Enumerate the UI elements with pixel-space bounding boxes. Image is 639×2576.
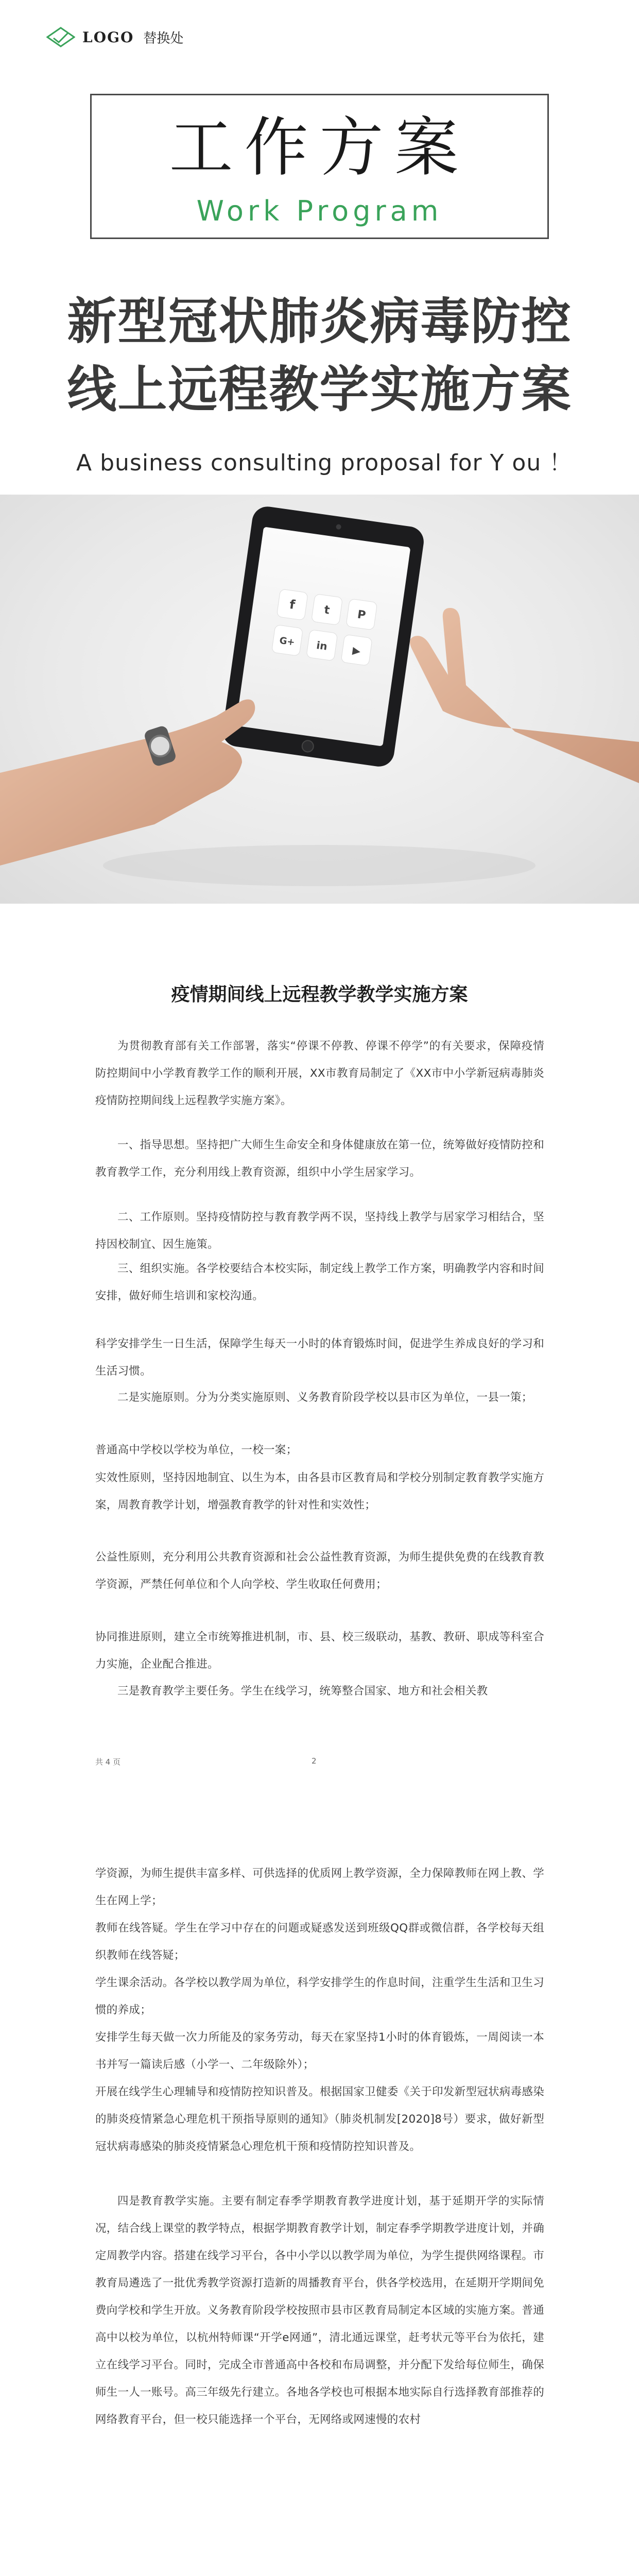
cover-page (0, 0, 639, 904)
twitter-icon: t (323, 603, 331, 617)
headline-line-1: 新型冠状肺炎病毒防控 (67, 293, 572, 350)
paragraph: 安排学生每天做一次力所能及的家务劳动，每天在家坚持1小时的体育锻炼，一周阅读一本书并写一篇读后感（小学一、二年级除外）； (95, 2030, 544, 2071)
paragraph: 四是教育教学实施。主要有制定春季学期教育教学进度计划，基于延期开学的实际情况，结合线上课堂的教学特点，根据学期教育教学计划，制定春季学期教学进度计划，并确定周教学内容。搭建在线学习平台，各中小学以以教学周为单位，为学生提供网络课程。市教育局遴选了一批优秀教学资源打造新的周播教育平台，供各学校选用，在延期开学期间免费向学校和学生开放。义务教育阶段学校按照市县市区教育局制定本区域的实施方案。普通高中以校为单位，以杭州特师课“开学e网通”，清北通远课堂，赶考状元等平台为依托，建立在线学习平台。同时，完成全市普通高中各校和布局调整，并分配下发给每位师生，确保师生一人一账号。高三年级先行建立。各地各学校也可根据本地实际自行选择教育部推荐的网络教育平台，但一校只能选择一个平台，无网络或网速慢的农村 (95, 2194, 545, 2426)
paragraph: 学资源，为师生提供丰富多样、可供选择的优质网上教学资源，全力保障教师在网上教、学生在网上学； (95, 1867, 545, 1907)
paragraph: 公益性原则，充分利用公共教育资源和社会公益性教育资源，为师生提供免费的在线教育教学资源，严禁任何单位和个人向学校、学生收取任何费用； (95, 1550, 545, 1591)
tablet-illustration (0, 495, 639, 904)
youtube-icon: ▶ (352, 643, 361, 657)
paragraph: 为贯彻教育部有关工作部署，落实“停课不停教、停课不停学”的有关要求，保障疫情防控期间中小学教育教学工作的顺利开展，XX市教育局制定了《XX市中小学新冠病毒肺炎疫情防控期间线上远程教学实施方案》。 (95, 1039, 544, 1107)
cover-tagline: A business consulting proposal for Y ou ！ (76, 450, 573, 476)
page-count: 共 4 页 (95, 1757, 121, 1767)
linkedin-icon: in (316, 639, 329, 653)
paragraph: 三是教育教学主要任务。学生在线学习，统筹整合国家、地方和社会相关教 (117, 1684, 488, 1698)
subtitle-bar (141, 192, 498, 231)
logo-text: LOGO (82, 28, 134, 46)
logo-diamond-icon (46, 27, 75, 47)
cover-subtitle: Work Program (196, 195, 443, 227)
paragraph: 普通高中学校以学校为单位，一校一案； (95, 1443, 298, 1456)
facebook-icon: f (288, 597, 296, 613)
document-page-2 (0, 1807, 639, 2576)
pinterest-icon: P (356, 608, 367, 622)
page-number: 2 (312, 1756, 317, 1766)
paragraph: 一、指导思想。坚持把广大师生生命安全和身体健康放在第一位，统筹做好疫情防控和教育教学工作，充分利用线上教育资源，组织中小学生居家学习。 (95, 1138, 544, 1179)
cover-title: 工作方案 (169, 111, 470, 185)
headline-line-2: 线上远程教学实施方案 (67, 361, 572, 418)
cover-photo-tablet-hands (0, 495, 639, 904)
document-title: 疫情期间线上远程教学教学实施方案 (171, 984, 468, 1005)
paragraph: 科学安排学生一日生活，保障学生每天一小时的体育锻炼时间，促进学生养成良好的学习和生活习惯。 (95, 1337, 545, 1378)
document-page-1 (0, 904, 639, 1807)
paragraph: 协同推进原则，建立全市统筹推进机制，市、县、校三级联动，基教、教研、职成等科室合力实施，企业配合推进。 (95, 1630, 545, 1671)
paragraph: 二、工作原则。坚持疫情防控与教育教学两不误，坚持线上教学与居家学习相结合，坚持因校制宜、因生施策。 (95, 1210, 544, 1251)
logo-subtext: 替换处 (143, 30, 184, 46)
logo (46, 25, 183, 49)
paragraph: 三、组织实施。各学校要结合本校实际，制定线上教学工作方案，明确教学内容和时间安排，做好师生培训和家校沟通。 (95, 1262, 544, 1302)
googleplus-icon: G+ (279, 635, 296, 648)
paragraph: 实效性原则，坚持因地制宜、以生为本，由各县市区教育局和学校分别制定教育教学实施方案，周教育教学计划，增强教育教学的针对性和实效性； (95, 1471, 545, 1512)
paragraph: 二是实施原则。分为分类实施原则、义务教育阶段学校以县市区为单位，一县一策； (117, 1391, 533, 1404)
paragraph: 开展在线学生心理辅导和疫情防控知识普及。根据国家卫健委《关于印发新型冠状病毒感染的肺炎疫情紧急心理危机干预指导原则的通知》（肺炎机制发[2020]8号）要求，做好新型冠状病毒感染的肺炎疫情紧急心理危机干预和疫情防控知识普及。 (95, 2085, 545, 2153)
paragraph: 学生课余活动。各学校以教学周为单位，科学安排学生的作息时间，注重学生生活和卫生习惯的养成； (95, 1976, 545, 2016)
paragraph: 教师在线答疑。学生在学习中存在的问题或疑惑发送到班级QQ群或微信群，各学校每天组织教师在线答疑； (95, 1921, 544, 1962)
title-frame (90, 94, 549, 239)
